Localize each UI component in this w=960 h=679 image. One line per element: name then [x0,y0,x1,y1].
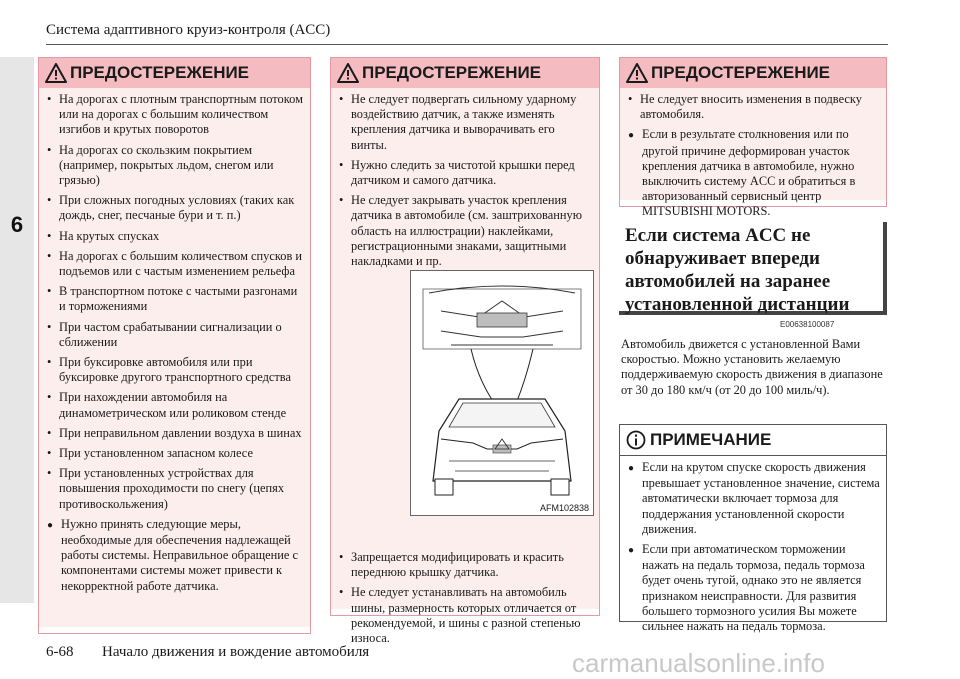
warning-body-3 [620,88,886,219]
warning-triangle-icon [45,63,67,83]
warning-title-2: ПРЕДОСТЕРЕЖЕНИЕ [362,63,542,82]
warning-list-3 [628,92,880,220]
chapter-number: 6 [10,212,24,237]
warning-header-2 [331,58,599,88]
section-paragraph: Автомобиль движется с установленной Вами скоростью. Можно установить желаемую поддерживаемую скорость движения в диапазоне от 30 до 180 км/ч (от 20 до 100 миль/ч). [621,337,883,397]
list-item: • Не следует вносить изменения в подвеску автомобиля. [628,92,880,122]
note-title: ПРИМЕЧАНИЕ [650,430,772,449]
warning-box-1 [38,57,311,634]
footer-chapter-title: Начало движения и вождение автомобиля [102,644,370,660]
chapter-side-strip [0,57,34,603]
list-item: • При установленных устройствах для повышения проходимости по снегу (цепях противоскольжения) [47,466,304,512]
sensor-mount-illustration [410,270,594,516]
note-list [628,460,880,634]
list-item: • Не следует закрывать участок крепления датчика в автомобиле (см. заштрихованную область на иллюстрации) наклейками, регистрационными знаками, защитными накладками и пр. [339,193,593,269]
warning-title-1: ПРЕДОСТЕРЕЖЕНИЕ [70,63,250,82]
note-body [620,456,886,645]
list-item: ● Нужно принять следующие меры, необходимые для обеспечения надлежащей работы системы. Неправильное обращение с компонентами системы может привести к некорректной работе датчика. [47,517,304,594]
list-item: ● Если в результате столкновения или по другой причине деформирован участок крепления датчика в автомобиле, нужно выключить систему ACC и обратиться в авторизованный сервисный центр MITSUBISHI MOTORS. [628,127,880,219]
section-heading: Если система ACC не обнаруживает впереди автомобилей на заранее установленной дистанции [619,222,887,315]
list-item: • При сложных погодных условиях (таких как дождь, снег, песчаные бури и т. п.) [47,193,304,223]
warning-box-3 [619,57,887,219]
info-icon [626,430,646,450]
warning-body-1 [39,88,310,627]
figure-code: AFM102838 [539,503,589,513]
list-item: • Не следует подвергать сильному ударному воздействию датчик, а также изменять крепления датчика и выворачивать его винты. [339,92,593,153]
list-item: • При буксировке автомобиля или при буксировке другого транспортного средства [47,355,304,385]
warning-triangle-icon [337,63,359,83]
list-item: ● Если на крутом спуске скорость движения превышает установленное значение, система автоматически включает тормоза для поддержания установленной скорости движения. [628,460,880,537]
list-item: ● Если при автоматическом торможении нажать на педаль тормоза, педаль тормоза будет очень тугой, однако это не является признаком неисправности. Для развития большего тормозного усилия Вы можете сильнее нажать на педаль тормоза. [628,542,880,634]
page-header-title: Система адаптивного круиз-контроля (ACC) [46,22,331,38]
list-item: • Запрещается модифицировать и красить переднюю крышку датчика. [339,550,593,580]
watermark: carmanualsonline.info [572,648,825,678]
list-item: • В транспортном потоке с частыми разгонами и торможениями [47,284,304,314]
warning-triangle-icon [626,63,648,83]
page-number: 6-68 [46,644,74,660]
warning-list-1 [47,92,304,594]
warning-header-3 [620,58,886,88]
header-rule [46,44,888,45]
list-item: • На дорогах с большим количеством спусков и подъемов или с частым изменением рельефа [47,249,304,279]
note-header [620,425,886,456]
list-item: • На дорогах со скользким покрытием (например, покрытых льдом, снегом или грязью) [47,143,304,189]
warning-header-1 [39,58,310,88]
car-front-drawing [411,271,593,515]
list-item: • При установленном запасном колесе [47,446,304,461]
section-code: E00638100087 [780,320,835,329]
list-item: • На дорогах с плотным транспортным потоком или на дорогах с большим количеством изгибов и крутых поворотов [47,92,304,138]
warning-list-2-bottom [339,550,593,651]
list-item: • На крутых спусках [47,229,304,244]
warning-title-3: ПРЕДОСТЕРЕЖЕНИЕ [651,63,831,82]
list-item: • При частом срабатывании сигнализации о сближении [47,320,304,350]
list-item: • Нужно следить за чистотой крышки перед датчиком и самого датчика. [339,158,593,188]
warning-list-2-top [339,92,593,269]
list-item: • При нахождении автомобиля на динамометрическом или роликовом стенде [47,390,304,420]
note-box [619,424,887,634]
list-item: • При неправильном давлении воздуха в шинах [47,426,304,441]
list-item: • Не следует устанавливать на автомобиль шины, размерность которых отличается от рекомендуемой, и шины с разной степенью износа. [339,585,593,646]
